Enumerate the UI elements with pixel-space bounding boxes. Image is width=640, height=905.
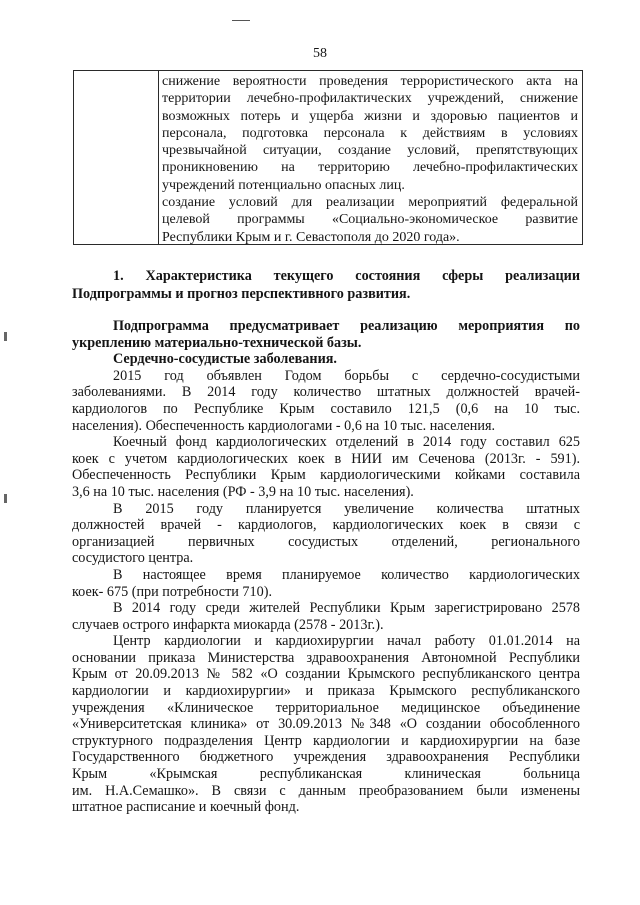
table-line: целевой программы «Социально-экономическое развитие: [162, 212, 578, 228]
paragraph-line: кардиологов по Республике Крым составило 121,5 (0,6 на 10 тыс.: [72, 400, 580, 417]
paragraph-line: кардиологии и кардиохирургии» и приказа Крымского республиканского: [72, 683, 580, 700]
page-number: 58: [313, 46, 327, 61]
paragraph-line: должностей врачей - кардиологов, кардиологических коек в связи с: [72, 517, 580, 534]
table-line: чрезвычайной ситуации, создание условий, препятствующих: [162, 143, 578, 159]
paragraph-line: основании приказа Министерства здравоохранения Автономной Республики: [72, 649, 580, 666]
table-line: Республики Крым и г. Севастополя до 2020 года».: [162, 229, 460, 245]
scan-mark: [4, 332, 7, 341]
heading-line: Подпрограммы и прогноз перспективного развития.: [72, 285, 411, 302]
paragraph-line: Государственного бюджетного учреждения здравоохранения Республики: [72, 749, 580, 766]
paragraph-line: В 2014 году среди жителей Республики Крым зарегистрировано 2578: [113, 600, 580, 617]
paragraph-line: В настоящее время планируемое количество кардиологических: [113, 566, 580, 583]
paragraph-line: им. Н.А.Семашко». В связи с данным преобразованием были изменены: [72, 782, 580, 799]
paragraph-line: коек- 675 (при потребности 710).: [72, 583, 272, 600]
intro-line: укреплению материально-технической базы.: [72, 334, 362, 351]
table-line: снижение вероятности проведения террористического акта на: [162, 74, 578, 89]
paragraph-line: Центр кардиологии и кардиохирургии начал работу 01.01.2014 на: [113, 633, 580, 650]
paragraph-line: учреждения «Клиническое территориальное медицинское объединение: [72, 699, 580, 716]
table-line: территории лечебно-профилактических учреждений, снижение: [162, 91, 578, 107]
paragraph-line: «Университетская клиника» от 30.09.2013 №348 «О создании обособленного: [72, 716, 580, 733]
document-body: [72, 318, 580, 816]
paragraph-line: штатное расписание и коечный фонд.: [72, 799, 300, 816]
intro-line: Подпрограмма предусматривает реализацию мероприятия по: [113, 318, 580, 334]
heading-line: 1. Характеристика текущего состояния сферы реализации: [113, 268, 580, 284]
paragraph-line: структурного подразделения Центр кардиологии и кардиохирургии на базе: [72, 732, 580, 749]
paragraph-line: случаев острого инфаркта миокарда (2578 - 2013г.).: [72, 616, 384, 633]
table-line: учреждений потенциально опасных лиц.: [162, 177, 405, 193]
paragraph-line: организацией первичных сосудистых отделений, регионального: [72, 533, 580, 550]
paragraph-line: Крым от 20.09.2013 № 582 «О создании Крымского республиканского центра: [72, 666, 580, 683]
table-line: создание условий для реализации мероприятий федеральной: [162, 195, 578, 211]
paragraph-line: Крым «Крымская республиканская клиническая больница: [72, 766, 580, 783]
paragraph-line: В 2015 году планируется увеличение количества штатных: [113, 500, 580, 517]
paragraph-line: коек с учетом кардиологических коек в НИИ им Сеченова (2013г. - 591).: [72, 450, 580, 467]
table-text-cell: [162, 73, 578, 246]
paragraph-line: заболеваниями. В 2014 году количество штатных должностей врачей-: [72, 384, 580, 401]
objectives-table: [73, 70, 583, 245]
paragraph-line: Коечный фонд кардиологических отделений в 2014 году составил 625: [113, 434, 580, 451]
paragraph-line: 2015 год объявлен Годом борьбы с сердечно-сосудистыми: [113, 367, 580, 384]
paragraph-line: 3,6 на 10 тыс. населения (РФ - 3,9 на 10 тыс. населения).: [72, 483, 414, 500]
section-heading: [72, 268, 580, 303]
paragraph-line: сосудистого центра.: [72, 550, 194, 567]
table-line: персонала, подготовка персонала к действиям в условиях: [162, 125, 578, 141]
table-line: проникновению на территорию лечебно-профилактических: [162, 160, 578, 176]
scan-mark: [4, 494, 7, 503]
paragraph-line: населения). Обеспеченность кардиологами - 0,6 на 10 тыс. населения.: [72, 417, 496, 434]
table-empty-cell: [74, 71, 159, 244]
table-line: возможных потерь и ущерба жизни и здоровью пациентов и: [162, 108, 578, 124]
cardio-heading: Сердечно-сосудистые заболевания.: [113, 351, 337, 368]
scan-mark: [232, 20, 250, 21]
paragraph-line: Обеспеченность Республики Крым кардиологическими койками составила: [72, 467, 580, 484]
